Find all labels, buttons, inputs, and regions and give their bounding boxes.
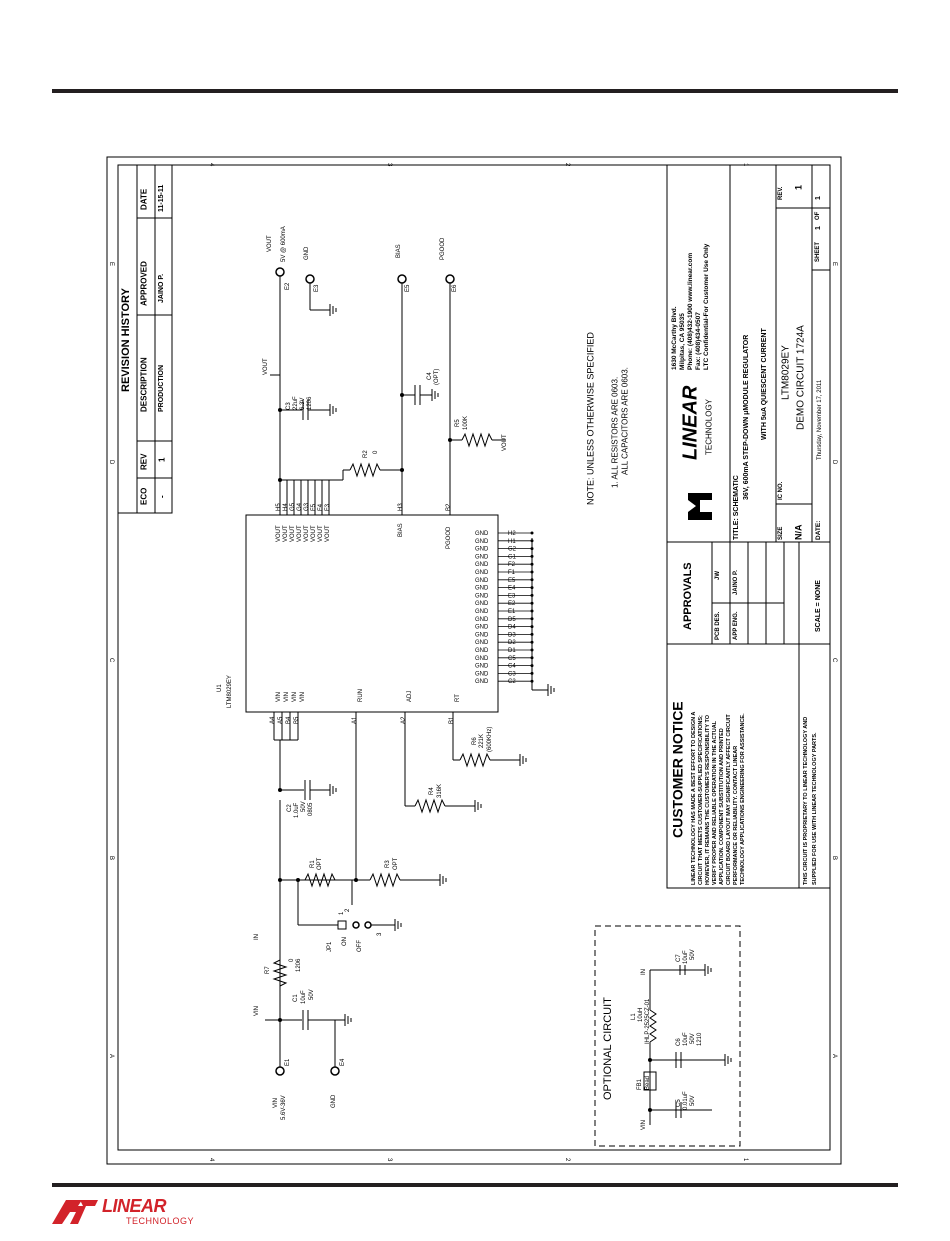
gnd-pin-junction	[531, 617, 534, 620]
pin-name-vin-4: VIN	[300, 691, 307, 702]
pcb-des-label: PCB DES.	[715, 611, 722, 640]
note-2: ALL CAPACITORS ARE 0603.	[620, 367, 630, 475]
rev-header-date: DATE	[139, 188, 149, 210]
zone-top-3: 3	[386, 163, 392, 167]
jp1-label: JP1	[327, 941, 334, 952]
pin-num-g3: G3	[304, 502, 311, 511]
opt-c5-value: 0.01uF	[683, 1091, 690, 1110]
pin-name-vout-3: VOUT	[290, 525, 297, 542]
gnd-pin-num: C3	[508, 671, 516, 678]
zone-left-e: E	[108, 262, 114, 267]
r5-value: 100K	[463, 415, 470, 430]
pin-name-bias: BIAS	[398, 523, 405, 537]
vin-label-rail: VIN	[254, 1005, 261, 1016]
in-label: IN	[254, 934, 261, 940]
demo-circuit: DEMO CIRCUIT 1724A	[795, 325, 807, 430]
gnd-pin-junction	[531, 641, 534, 644]
address-line-1: 1630 McCarthy Blvd.	[671, 306, 678, 370]
gnd-pin-name: GND	[475, 538, 489, 545]
vout-label-mid: VOUT	[263, 358, 270, 375]
gnd-pin-junction	[531, 610, 534, 613]
ic-no-label: IC NO.	[778, 481, 785, 500]
ic-u1-body	[246, 515, 498, 712]
opt-c7-value: 10uF	[683, 950, 690, 964]
opt-vin: VIN	[641, 1119, 648, 1130]
gnd-pin-junction	[531, 532, 534, 535]
pin-num-g5: G5	[290, 502, 297, 511]
r3-value: OPT	[393, 857, 400, 870]
c2-voltage: 50V	[301, 801, 308, 812]
title-label: TITLE: SCHEMATIC	[733, 475, 740, 540]
gnd-pin-junction	[531, 563, 534, 566]
pcb-des-value: JW	[715, 571, 722, 580]
gnd-pin-num: D2	[508, 640, 516, 647]
gnd-pin-junction	[531, 672, 534, 675]
vout-label-r5: VOUT	[502, 434, 509, 451]
gnd-pin-num: H1	[508, 538, 516, 545]
proprietary-line-2: SUPPLIED FOR USE WITH LINEAR TECHNOLOGY PARTS.	[812, 732, 819, 885]
gnd-pin-junction	[531, 539, 534, 542]
notice-line-8: TECHNOLOGY APPLICATIONS ENGINEERING FOR ASSISTANCE.	[740, 713, 747, 885]
e3-label: E3	[314, 284, 321, 292]
e2-spec: 5V @ 600mA	[281, 226, 288, 262]
gnd-pin-junction	[531, 625, 534, 628]
gnd-pin-name: GND	[475, 648, 489, 654]
pin-name-vin-2: VIN	[284, 691, 291, 702]
sheet-label: SHEET	[815, 241, 822, 262]
ground-symbols	[330, 304, 731, 1066]
pin-num-b2: B2	[446, 503, 453, 511]
rev-row-date: 11-15-11	[158, 184, 165, 212]
zone-bot-1: 1	[742, 1158, 748, 1162]
zone-left-b: B	[108, 856, 114, 861]
pin-num-f4: F4	[318, 503, 325, 511]
e1-label: E1	[285, 1058, 292, 1066]
footer-logo-mark-icon	[52, 1196, 100, 1226]
pin-name-vout-6: VOUT	[311, 525, 318, 542]
opt-fb1-ref: FB1	[637, 1078, 644, 1090]
c1-ref: C1	[293, 994, 300, 1002]
title-line-2: WITH 5uA QUIESCENT CURRENT	[761, 328, 768, 440]
r6-ref: R6	[472, 737, 479, 745]
c3-ref: C3	[286, 402, 293, 410]
zone-right-c: C	[831, 658, 837, 663]
gnd-pin-name: GND	[475, 601, 489, 608]
pin-name-vin-1: VIN	[276, 691, 283, 702]
gnd-pin-num: D5	[508, 616, 516, 623]
gnd-pin-name: GND	[475, 663, 489, 670]
app-eng-value: JAINO P.	[733, 570, 740, 595]
turret-terminals	[276, 268, 454, 1075]
rev-row-eco: -	[157, 495, 167, 498]
gnd-pin-name: GND	[475, 632, 489, 639]
jp1-off: OFF	[357, 940, 364, 952]
footer-logo	[52, 1196, 195, 1236]
pin-num-a4: A4	[270, 716, 277, 724]
r1-ref: R1	[310, 860, 317, 868]
gnd-pin-num: E2	[508, 601, 516, 608]
gnd-pin-junction	[531, 602, 534, 605]
vout-label-top: VOUT	[267, 235, 274, 252]
pin-name-vout-5: VOUT	[304, 525, 311, 542]
notice-line-6: CIRCUIT BOARD LAYOUT MAY SIGNIFICANTLY AFFECT CIRCUIT	[726, 714, 733, 885]
gnd-pin-junction	[531, 594, 534, 597]
gnd-pin-num: E5	[508, 577, 516, 584]
gnd-pin-num: C2	[508, 679, 516, 686]
jp1-pin-3: 3	[377, 932, 384, 936]
opt-c6-voltage: 50V	[690, 1033, 697, 1044]
revision-title: REVISION HISTORY	[120, 288, 133, 392]
zone-right-a: A	[831, 1054, 837, 1059]
gnd-pin-junction	[531, 656, 534, 659]
gnd-pin-junction	[531, 578, 534, 581]
c3-value: 22uF	[293, 396, 300, 410]
gnd-pin-name: GND	[475, 570, 489, 576]
gnd-pin-name: GND	[475, 616, 489, 623]
pin-num-h3: H3	[398, 503, 405, 511]
pin-num-h4: H4	[283, 503, 290, 511]
e2-label: E2	[285, 282, 292, 290]
pin-name-vout-4: VOUT	[297, 525, 304, 542]
jp1-on: ON	[342, 937, 349, 946]
size-value: N/A	[793, 524, 804, 540]
gnd-pin-name: GND	[475, 655, 489, 662]
gnd-pin-name: GND	[475, 554, 489, 561]
border-zones	[108, 163, 837, 1162]
customer-notice-title: CUSTOMER NOTICE	[669, 701, 686, 838]
pin-num-h5: H5	[276, 503, 283, 511]
gnd-pin-num: C5	[508, 655, 516, 662]
gnd-pin-num: D4	[508, 624, 516, 631]
footer-logo-sub: TECHNOLOGY	[126, 1216, 195, 1226]
notice-line-1: LINEAR TECHNOLOGY HAS MADE A BEST EFFORT TO DESIGN A	[691, 711, 698, 885]
address-line-3: Phone: (408)432-1900 www.linear.com	[687, 252, 694, 370]
e6-label: E6	[452, 284, 459, 292]
gnd-pin-name: GND	[475, 531, 489, 537]
gnd-pin-num: D1	[508, 648, 516, 654]
date-value: Thursday, November 17, 2011	[817, 379, 824, 460]
r1-value: OPT	[317, 857, 324, 870]
zone-bot-2: 2	[564, 1158, 570, 1162]
c1-voltage: 50V	[309, 989, 316, 1000]
c2-package: 0805	[308, 802, 315, 816]
gnd-pin-junction	[531, 649, 534, 652]
pin-name-rt: RT	[455, 694, 462, 702]
gnd-pin-labels	[475, 531, 534, 685]
gnd-pin-num: G1	[508, 554, 517, 561]
rev-header-approved: APPROVED	[139, 261, 149, 306]
gnd-pin-num: G2	[508, 546, 517, 553]
gnd-pin-junction	[531, 664, 534, 667]
pin-num-a5: A5	[278, 716, 285, 724]
rev-value: 1	[793, 184, 804, 190]
zone-right-d: D	[831, 460, 837, 465]
notes-heading: NOTE: UNLESS OTHERWISE SPECIFIED	[585, 332, 596, 505]
ic-labels	[217, 502, 461, 724]
zone-top-4: 4	[208, 163, 214, 167]
r5-ref: R5	[455, 419, 462, 427]
rev-label: REV.	[778, 186, 785, 200]
gnd-pin-num: F1	[508, 570, 516, 576]
e4-label: E4	[340, 1058, 347, 1066]
zone-left-d: D	[108, 460, 114, 465]
pin-num-b1: B1	[449, 716, 456, 724]
pin-num-a1: A1	[352, 716, 359, 724]
opt-c7-voltage: 50V	[690, 949, 697, 960]
zone-left-a: A	[108, 1054, 114, 1059]
gnd-pin-name: GND	[475, 577, 489, 584]
jp1-pin-1: 1	[339, 911, 346, 915]
pin-num-a2: A2	[401, 716, 408, 724]
zone-right-e: E	[831, 262, 837, 267]
gnd-input-label: GND	[331, 1094, 338, 1108]
ic-part: LTM8029EY	[227, 675, 234, 708]
gnd-pin-name: GND	[475, 585, 489, 592]
rev-row-description: PRODUCTION	[158, 364, 165, 412]
title-block-text	[671, 185, 823, 540]
c3-package: 1206	[307, 396, 314, 410]
pin-name-run: RUN	[358, 689, 365, 702]
rev-header-eco: ECO	[139, 487, 149, 505]
notice-line-5: APPLICATION. COMPONENT SUBSTITUTION AND PRINTED	[719, 728, 726, 885]
address-line-5: LTC Confidential-For Customer Use Only	[703, 243, 710, 370]
of-value: 1	[815, 196, 822, 200]
notice-line-2: CIRCUIT THAT MEETS CUSTOMER-SUPPLIED SPECIFICATIONS;	[698, 715, 705, 885]
gnd-pin-num: C4	[508, 663, 516, 670]
pin-num-g4: G4	[297, 502, 304, 511]
pin-name-vout-7: VOUT	[318, 525, 325, 542]
gnd-label-e3: GND	[304, 246, 311, 260]
zone-top-1: 1	[742, 163, 748, 167]
address-line-4: Fax: (408)434-0507	[695, 312, 702, 370]
opt-c5-ref: C5	[676, 1099, 683, 1107]
opt-c6-ref: C6	[676, 1038, 683, 1046]
gnd-pin-name: GND	[475, 546, 489, 553]
junction-dots	[278, 393, 652, 1112]
gnd-pin-name: GND	[475, 679, 489, 686]
gnd-pin-num: F2	[508, 562, 516, 569]
gnd-pin-num: E3	[508, 593, 516, 600]
zone-bot-4: 4	[208, 1158, 214, 1162]
sheet-value: 1	[815, 226, 822, 230]
gnd-pin-name: GND	[475, 593, 489, 600]
note-1: 1. ALL RESISTORS ARE 0603.	[610, 376, 620, 488]
gnd-pin-name: GND	[475, 609, 489, 615]
gnd-pin-junction	[531, 571, 534, 574]
e5-label: E5	[405, 284, 412, 292]
r6-freq: (600KHz)	[487, 726, 494, 752]
jp1-pin-2: 2	[345, 908, 352, 912]
gnd-pin-name: GND	[475, 562, 489, 569]
r7-package: 1206	[296, 958, 303, 972]
gnd-pin-name: GND	[475, 640, 489, 647]
zone-bot-3: 3	[386, 1158, 392, 1162]
r6-value: 221K	[479, 733, 486, 748]
opt-l1-ref: L1	[631, 1013, 638, 1020]
r4-value: 316K	[437, 783, 444, 798]
opt-c6-value: 10uF	[683, 1032, 690, 1046]
r3-ref: R3	[385, 860, 392, 868]
rev-row-approved: JAINO P.	[158, 273, 165, 303]
vin-range: 5.6V-36V	[281, 1095, 288, 1120]
pin-name-vout-8: VOUT	[325, 525, 332, 542]
c4-ref: C4	[427, 372, 434, 380]
gnd-pin-name: GND	[475, 624, 489, 631]
component-labels	[254, 226, 508, 1120]
bias-label: BIAS	[396, 244, 403, 258]
rev-header-description: DESCRIPTION	[139, 357, 149, 412]
r7-ref: R7	[265, 966, 272, 974]
title-logo-mark	[688, 493, 712, 520]
pin-name-vin-3: VIN	[292, 691, 299, 702]
r4-ref: R4	[429, 787, 436, 795]
gnd-pin-name: GND	[475, 671, 489, 678]
zone-right-b: B	[831, 856, 837, 861]
opt-c5-voltage: 50V	[690, 1095, 697, 1106]
r7-value: 0	[289, 958, 296, 962]
gnd-pin-junction	[531, 586, 534, 589]
pin-name-vout-1: VOUT	[276, 525, 283, 542]
page-bottom-rule	[52, 1183, 898, 1187]
approvals	[682, 562, 822, 640]
opt-l1-part: IHLP-2525CZ-01	[645, 998, 652, 1044]
opt-c7-ref: C7	[676, 954, 683, 962]
pin-num-f5: F5	[311, 503, 318, 511]
c1-value: 10uF	[301, 990, 308, 1004]
pin-name-adj: ADJ	[407, 690, 414, 702]
outer-frame	[107, 157, 841, 1164]
app-eng-label: APP ENG.	[733, 611, 740, 640]
notice-line-3: HOWEVER, IT REMAINS THE CUSTOMER'S RESPONSIBILITY TO	[705, 715, 712, 885]
c3-voltage: 6.3V	[300, 397, 307, 410]
zone-top-2: 2	[564, 163, 570, 167]
gnd-pin-num: H2	[508, 531, 516, 537]
c2-value: 1.0uF	[294, 802, 301, 818]
rev-header-rev: REV	[139, 453, 149, 470]
c2-ref: C2	[287, 804, 294, 812]
optional-title: OPTIONAL CIRCUIT	[602, 997, 615, 1100]
size-label: SIZE	[778, 526, 785, 540]
proprietary-line-1: THIS CIRCUIT IS PROPRIETARY TO LINEAR TECHNOLOGY AND	[803, 716, 810, 885]
pin-name-pgood: PGOOD	[446, 526, 453, 549]
r2-ref: R2	[363, 450, 370, 458]
r2-value: 0	[373, 450, 380, 454]
inner-frame	[118, 165, 830, 1150]
notes	[585, 332, 629, 505]
revision-history	[120, 185, 166, 505]
c4-value: (OPT)	[434, 368, 441, 385]
gnd-pin-num: D3	[508, 632, 516, 639]
date-label: DATE:	[815, 520, 822, 540]
address-line-2: Milpitas, CA 95035	[679, 313, 686, 370]
notice-line-7: PERFORMANCE OR RELIABILITY. CONTACT LINEAR	[733, 745, 740, 885]
pin-num-b5: B5	[294, 716, 301, 724]
rev-row-rev: 1	[157, 457, 167, 462]
ic-no-value: LTM8029EY	[780, 345, 792, 400]
pgood-label: PGOOD	[440, 237, 447, 260]
opt-in: IN	[641, 969, 648, 975]
optional-circuit-box	[595, 926, 740, 1146]
gnd-pin-junction	[531, 547, 534, 550]
opt-l1-value: 10uH	[638, 1007, 645, 1022]
gnd-pin-num: E4	[508, 585, 516, 592]
gnd-pin-junction	[531, 680, 534, 683]
title-logo-word: LINEAR	[679, 385, 702, 460]
footer-logo-word: LINEAR	[102, 1196, 166, 1216]
zone-left-c: C	[108, 658, 114, 663]
title-line-1: 36V, 600mA STEP-DOWN μMODULE REGULATOR	[743, 334, 750, 500]
customer-notice	[669, 701, 818, 885]
scale-label: SCALE = NONE	[815, 580, 822, 632]
pin-num-b4: B4	[286, 716, 293, 724]
ic-ref: U1	[217, 684, 224, 692]
gnd-pin-junction	[531, 633, 534, 636]
gnd-pin-num: E1	[508, 609, 516, 615]
title-logo-sub: TECHNOLOGY	[704, 398, 714, 455]
approvals-title: APPROVALS	[682, 562, 695, 630]
notice-line-4: VERIFY PROPER AND RELIABLE OPERATION IN THE ACTUAL	[712, 720, 719, 885]
of-label: OF	[815, 211, 822, 220]
pin-num-f3: F3	[325, 503, 332, 511]
opt-fb1-value: Bead	[645, 1075, 652, 1090]
pin-name-vout-2: VOUT	[283, 525, 290, 542]
vin-input-label: VIN	[273, 1097, 280, 1108]
opt-c6-package: 1210	[697, 1032, 704, 1046]
gnd-pin-junction	[531, 555, 534, 558]
